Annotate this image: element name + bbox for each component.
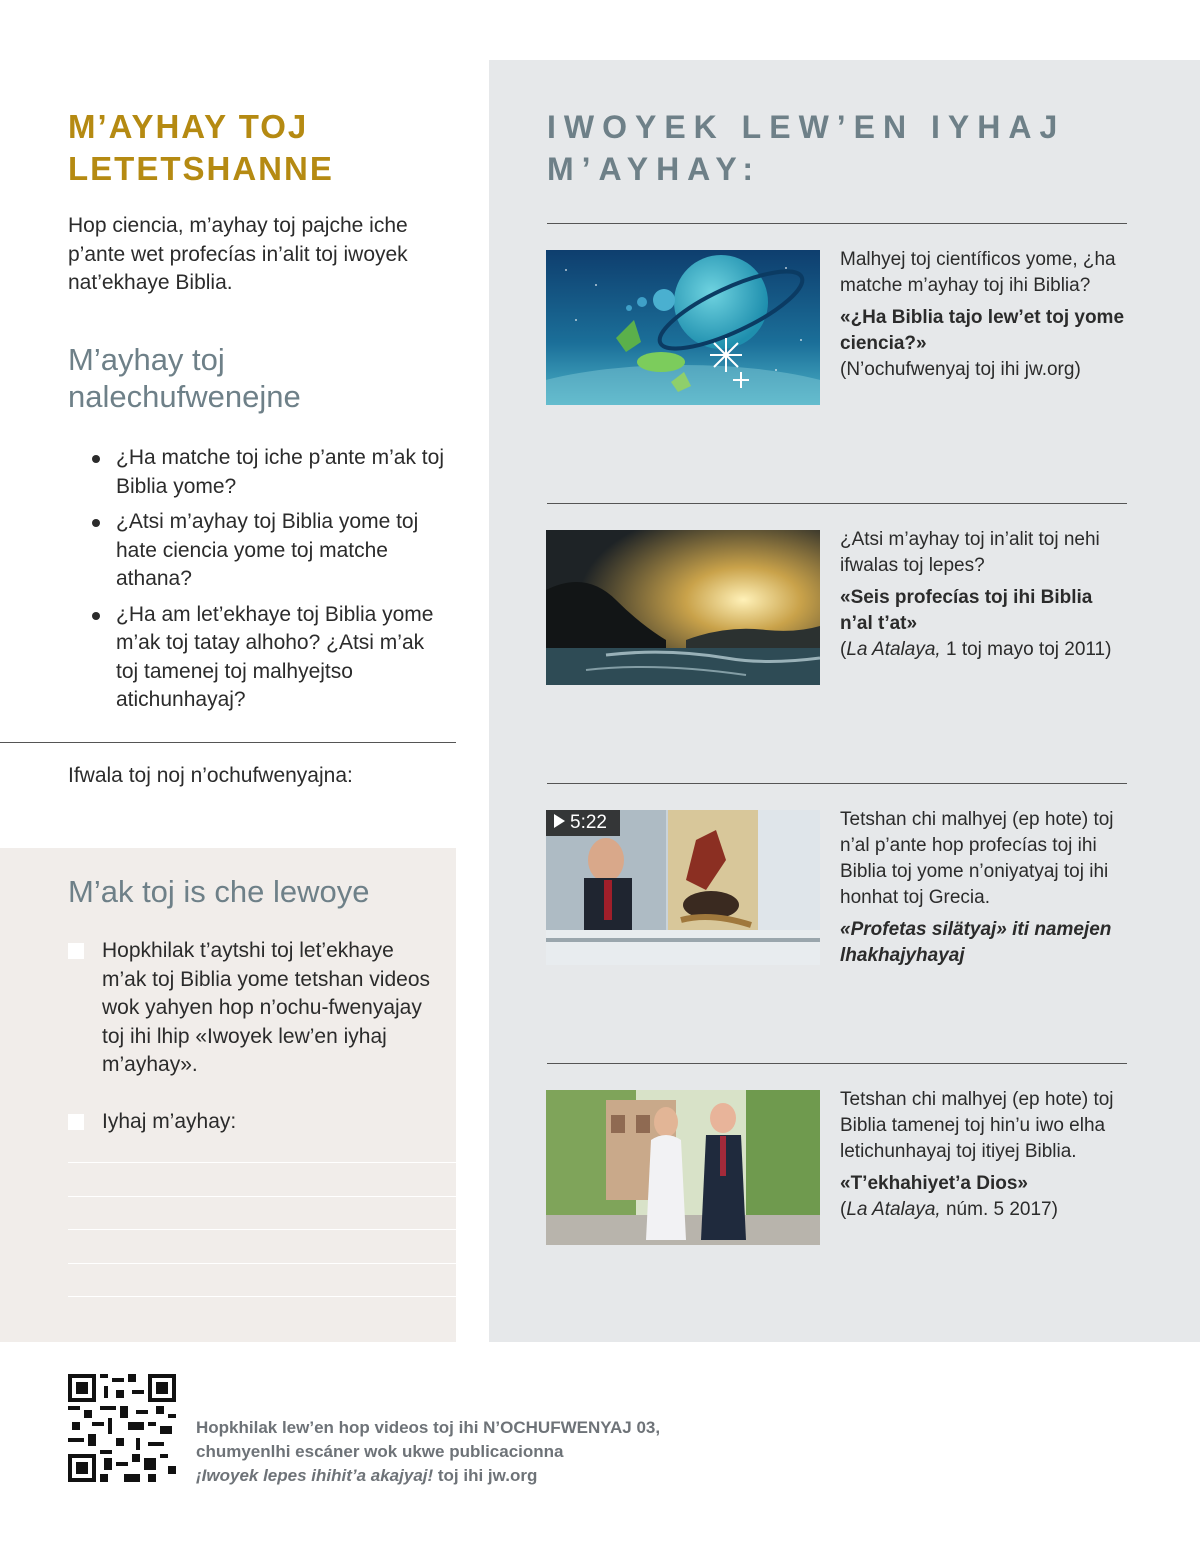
divider — [0, 742, 456, 743]
questions-list — [92, 444, 452, 722]
writing-lines[interactable] — [68, 1162, 456, 1330]
resources-heading: IWOYEK LEW’EN IYHAJ M’AYHAY: — [547, 109, 1066, 187]
resource-source: (La Atalaya, 1 toj mayo toj 2011) — [840, 639, 1112, 660]
questions-heading: M’ayhay toj nalechufwenejne — [68, 342, 301, 414]
todo-item[interactable] — [68, 1108, 438, 1137]
resource-text — [840, 807, 1130, 969]
todo-item-text: Hopkhilak t’aytshi toj let’ekhaye m’ak toj Biblia yome tetshan videos wok yahyen hop n’ochu-fwenyajay toj ihi lhip «Iwoyek lew’en iyhaj m’ayhay». — [102, 939, 430, 1076]
resource-text — [840, 527, 1130, 663]
bullet-icon — [92, 612, 100, 620]
divider — [547, 503, 1127, 504]
footer-text — [196, 1416, 756, 1488]
checkbox-icon[interactable] — [68, 1114, 84, 1130]
checkbox-icon[interactable] — [68, 943, 84, 959]
resource-text — [840, 1087, 1130, 1223]
resource-description: Tetshan chi malhyej (ep hote) toj n’al p’ante hop profecías toj ihi Biblia toj yome n’oniyatyaj toj ihi honhat toj Grecia. — [840, 809, 1114, 908]
resource-source: (N’ochufwenyaj toj ihi jw.org) — [840, 359, 1081, 380]
bullet-icon — [92, 519, 100, 527]
qr-code-icon[interactable] — [68, 1374, 176, 1482]
resource-description: Tetshan chi malhyej (ep hote) toj Biblia tamenej toj hin’u iwo elha letichunhayaj toj itiyej Biblia. — [840, 1089, 1114, 1162]
play-icon[interactable] — [554, 814, 565, 828]
divider — [547, 223, 1127, 224]
publication-title: ¡Iwoyek lepes ihihit’a akajyaj! — [196, 1466, 434, 1485]
question-text: ¿Ha am let’ekhaye toj Biblia yome m’ak toj tatay alhoho? ¿Atsi m’ak toj tamenej toj malhyejtso atichunhayaj? — [116, 602, 434, 711]
planet-space-illustration[interactable] — [546, 250, 820, 405]
question-text: ¿Ha matche toj iche p’ante m’ak toj Biblia yome? — [116, 446, 444, 498]
resource-description: Malhyej toj científicos yome, ¿ha matche m’ayhay toj ihi Biblia? — [840, 249, 1116, 296]
list-item — [92, 601, 452, 715]
resource-text — [840, 247, 1130, 383]
footer-line — [196, 1464, 756, 1488]
list-item — [92, 508, 452, 594]
resource-title-link[interactable]: «¿Ha Biblia tajo lew’et toj yome ciencia?» — [840, 307, 1125, 354]
resource-title-link[interactable]: «Seis profecías toj ihi Biblia n’al t’at» — [840, 587, 1093, 634]
video-duration-badge[interactable]: 5:22 — [546, 810, 620, 836]
todo-heading: M’ak toj is che lewoye — [68, 874, 370, 909]
todo-item[interactable] — [68, 937, 438, 1080]
website-link[interactable]: toj ihi jw.org — [433, 1466, 538, 1485]
page-title: M’AYHAY TOJ LETETSHANNE — [68, 108, 334, 187]
stormy-sky-landscape[interactable] — [546, 530, 820, 685]
bullet-icon — [92, 455, 100, 463]
divider — [547, 783, 1127, 784]
footer-line: Hopkhilak lew’en hop videos toj ihi N’OCHUFWENYAJ 03, — [196, 1418, 661, 1437]
divider — [547, 1063, 1127, 1064]
resource-source: (La Atalaya, núm. 5 2017) — [840, 1199, 1058, 1220]
list-item — [92, 444, 452, 501]
resource-title-link[interactable]: «T’ekhahiyet’a Dios» — [840, 1173, 1028, 1194]
footer-line: chumyenlhi escáner wok ukwe publicacionna — [196, 1442, 564, 1461]
resource-description: ¿Atsi m’ayhay toj in’alit toj nehi ifwalas toj lepes? — [840, 529, 1100, 576]
todo-item-text: Iyhaj m’ayhay: — [102, 1110, 237, 1133]
couple-walking-photo[interactable] — [546, 1090, 820, 1245]
question-text: ¿Atsi m’ayhay toj Biblia yome toj hate ciencia yome toj matche athana? — [116, 510, 419, 590]
intro-text: Hop ciencia, m’ayhay toj pajche iche p’ante wet profecías in’alit toj iwoyek nat’ekhaye Biblia. — [68, 214, 408, 294]
resource-title-link[interactable]: «Profetas silätyaj» iti namejen lhakhajyhayaj — [840, 919, 1112, 966]
news-studio-video[interactable] — [546, 810, 820, 965]
notes-label: Ifwala toj noj n’ochufwenyajna: — [68, 764, 353, 787]
